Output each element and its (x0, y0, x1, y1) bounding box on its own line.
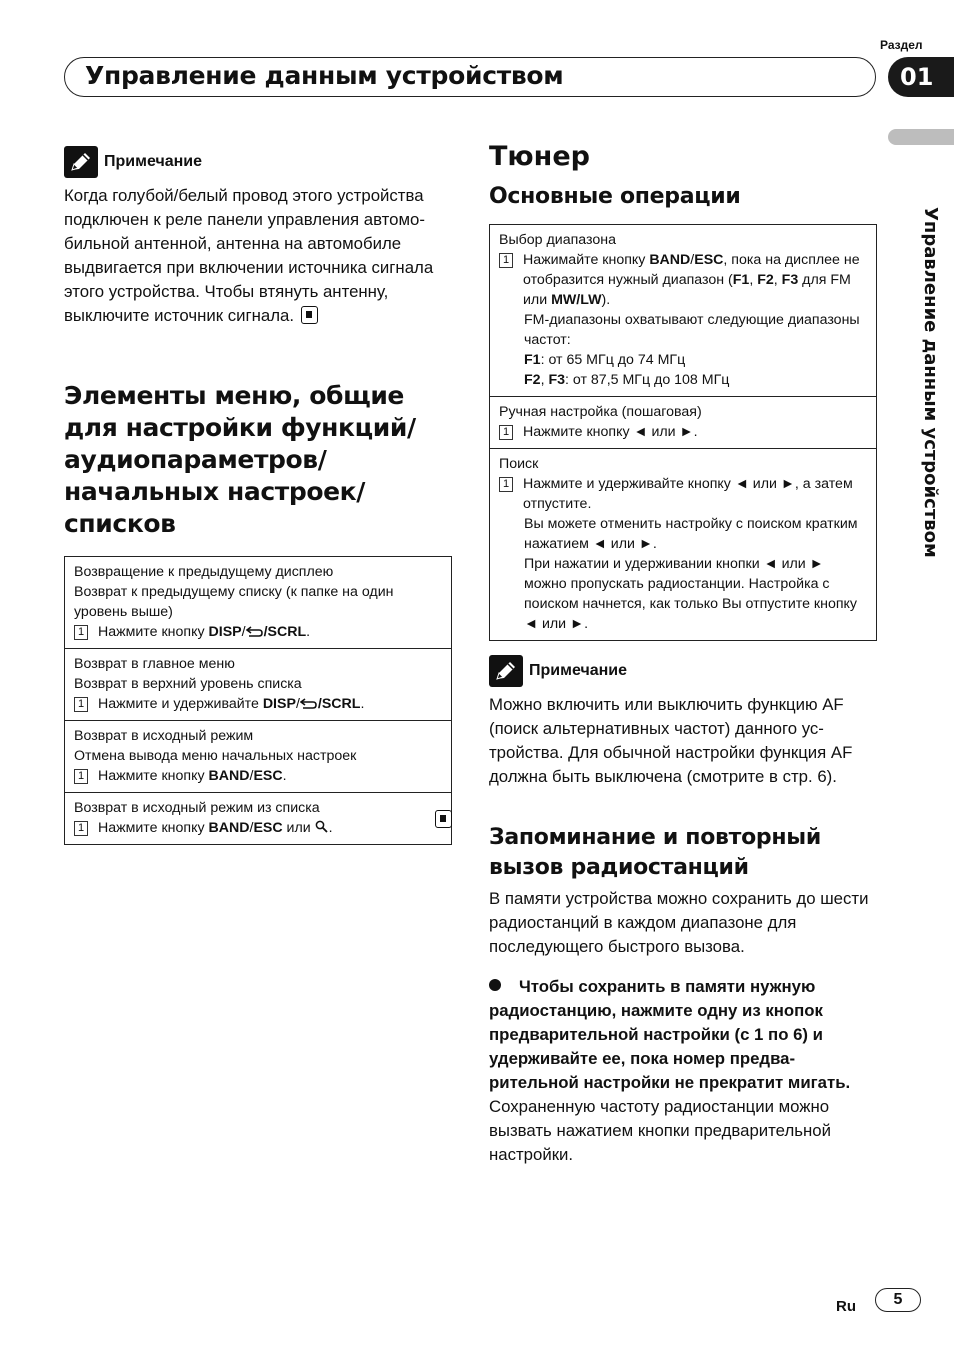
step: 1 Нажмите кнопку BAND/ESC или . (74, 818, 442, 838)
bullet-icon (489, 979, 501, 991)
table-row: Возврат в исходный режим из списка 1 Нажмите кнопку BAND/ESC или . (65, 793, 452, 845)
table-row: Возврат в исходный режим Отмена вывода меню начальных настроек 1 Нажмите кнопку BAND/ESC. (65, 721, 452, 793)
recall-text: Сохраненную частоту радиостанции можно вызвать нажатием кнопки предварительной настройки. (489, 1097, 831, 1164)
menu-common-heading: Элементы меню, общие для настройки функций/ аудиопараметров/начальных настроек/списков (64, 381, 416, 538)
note-header (64, 146, 452, 178)
note-header (489, 655, 877, 687)
bullet-instruction: Чтобы сохранить в памяти нужную радиостанцию, нажмите одну из кнопок предварительной настройки (с 1 по 6) и удерживайте ее, пока номер предварительной настройки не прекратит мигать. (489, 977, 851, 1092)
section-badge: 01 (888, 57, 954, 97)
page-number: 5 (875, 1288, 921, 1312)
side-tab (888, 129, 954, 145)
basic-ops-heading: Основные операции (489, 184, 741, 209)
search-icon (315, 820, 329, 833)
section-label: Раздел (880, 38, 923, 52)
step: 1 Нажмите кнопку DISP/ /SCRL. (74, 622, 442, 642)
note-label: Примечание (104, 153, 203, 170)
memory-heading: Запоминание и повторный вызов радиостанций (489, 825, 821, 880)
table-row: Возврат в главное меню Возврат в верхний уровень списка 1 Нажмите и удерживайте DISP/ /SCRL. (65, 649, 452, 721)
table-row: Возвращение к предыдущему дисплею Возврат к предыдущему списку (к папке на один уровень выше) 1 Нажмите кнопку DISP/ /SCRL. (65, 557, 452, 649)
table-row: Выбор диапазона 1 Нажимайте кнопку BAND/ESC, пока на дисплее не отобразится нужный диапазон (F1, F2, F3 для FM или MW/LW). FM-диапазоны охватывают следующие диапазоны частот: F1: от 65 МГц до 74 МГц F2, F3: от 87,5 МГц до 108 МГц (490, 225, 877, 397)
side-title: Управление данным устройством (920, 207, 941, 558)
step: 1 Нажимайте кнопку BAND/ESC, пока на дисплее не отобразится нужный диапазон (F1, F2, F3 для FM или MW/LW). (499, 250, 867, 310)
tuner-heading: Тюнер (489, 141, 590, 172)
note-label: Примечание (529, 662, 628, 679)
return-icon (300, 698, 318, 709)
left-column (64, 146, 452, 845)
table-row: Ручная настройка (пошаговая) 1 Нажмите кнопку ◄ или ►. (490, 397, 877, 449)
step: 1 Нажмите и удерживайте кнопку ◄ или ►, а затем отпустите. (499, 474, 867, 514)
tuner-ops-table (489, 224, 877, 641)
menu-common-table (64, 556, 452, 845)
end-mark-icon (435, 810, 452, 828)
step: 1 Нажмите кнопку ◄ или ►. (499, 422, 867, 442)
pencil-note-icon (64, 146, 98, 178)
language-code: Ru (836, 1298, 856, 1315)
pencil-note-icon (489, 655, 523, 687)
step: 1 Нажмите кнопку BAND/ESC. (74, 766, 442, 786)
memory-text: В памяти устройства можно сохранить до шести радиостанций в каждом диапазоне для последующего быстрого вызова. (489, 889, 869, 956)
end-mark-icon (301, 306, 318, 324)
step: 1 Нажмите и удерживайте DISP/ /SCRL. (74, 694, 442, 714)
table-row: Поиск 1 Нажмите и удерживайте кнопку ◄ или ►, а затем отпустите. Вы можете отменить настройку с поиском кратким нажатием ◄ или ►. При нажатии и удерживании кнопки ◄ или ► можно пропускать радиостанции. Настройка с поиском начнется, как только Вы отпустите кнопку ◄ или ►. (490, 449, 877, 641)
header-bar (64, 57, 876, 97)
note-text: Когда голубой/белый провод этого устройства подключен к реле панели управления автомобильной антенной, антенна на автомобиле выдвигается при включении источника сигнала этого устройства. Чтобы втянуть антенну, выключите источник сигнала. (64, 186, 434, 325)
af-note-text: Можно включить или выключить функцию AF (поиск альтернативных частот) данного устройства. Для обычной настройки функция AF должна быть выключена (смотрите в стр. 6). (489, 695, 853, 786)
right-column (489, 140, 877, 1167)
page-title: Управление данным устройством (85, 61, 564, 90)
return-icon (246, 626, 264, 637)
